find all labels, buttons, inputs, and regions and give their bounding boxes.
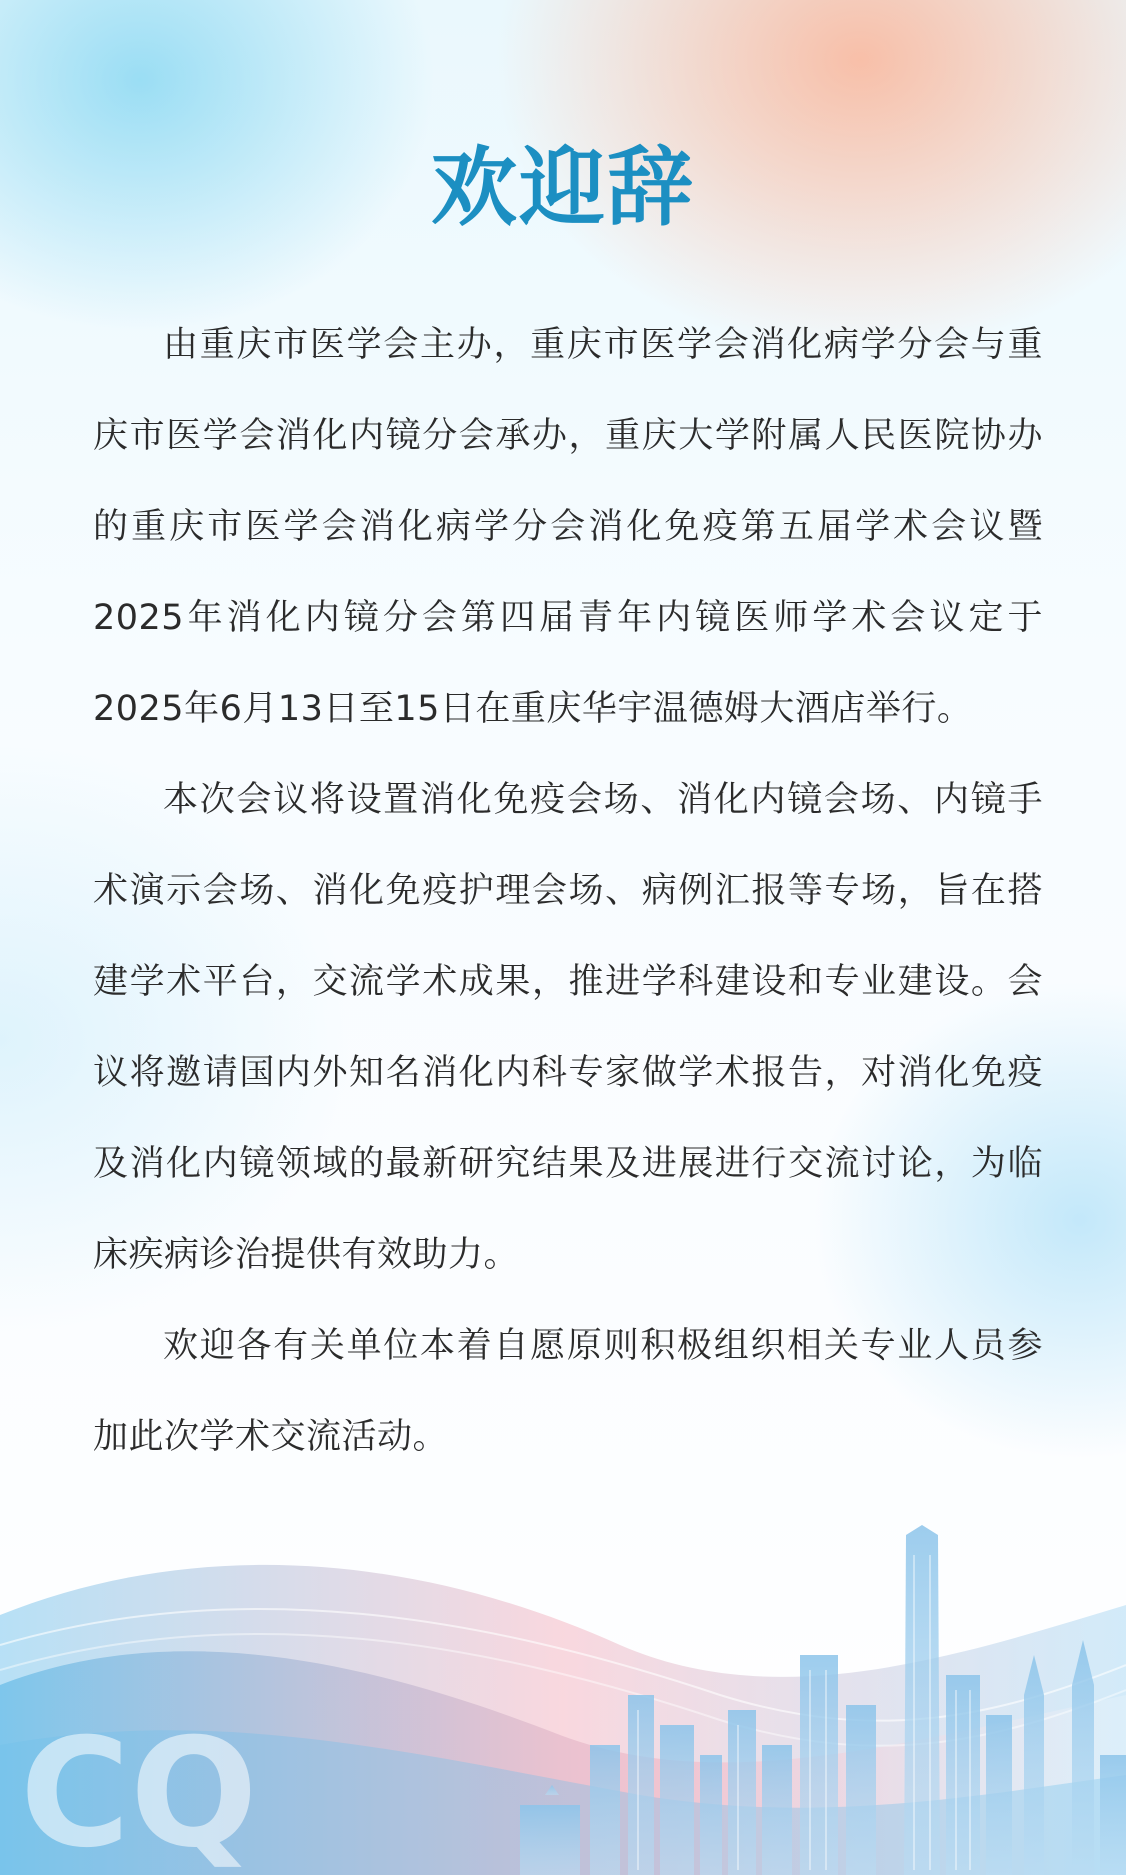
paragraph-organizers: 由重庆市医学会主办，重庆市医学会消化病学分会与重庆市医学会消化内镜分会承办，重庆大学附属人民医院协办的重庆市医学会消化病学分会消化免疫第五届学术会议暨2025年消化内镜分会第四届青年内镜医师学术会议定于2025年6月13日至15日在重庆华宇温德姆大酒店举行。 [93, 325, 1043, 729]
welcome-body [93, 300, 1043, 1483]
paragraph-invitation: 欢迎各有关单位本着自愿原则积极组织相关专业人员参加此次学术交流活动。 [93, 1326, 1043, 1457]
chongqing-skyline-decoration [0, 1495, 1126, 1875]
page-title: 欢迎辞 [431, 137, 695, 238]
cq-logo-watermark: CQ [20, 1707, 258, 1875]
paragraph-sessions: 本次会议将设置消化免疫会场、消化内镜会场、内镜手术演示会场、消化免疫护理会场、病例汇报等专场，旨在搭建学术平台，交流学术成果，推进学科建设和专业建设。会议将邀请国内外知名消化内科专家做学术报告，对消化免疫及消化内镜领域的最新研究结果及进展进行交流讨论，为临床疾病诊治提供有效助力。 [93, 780, 1043, 1275]
